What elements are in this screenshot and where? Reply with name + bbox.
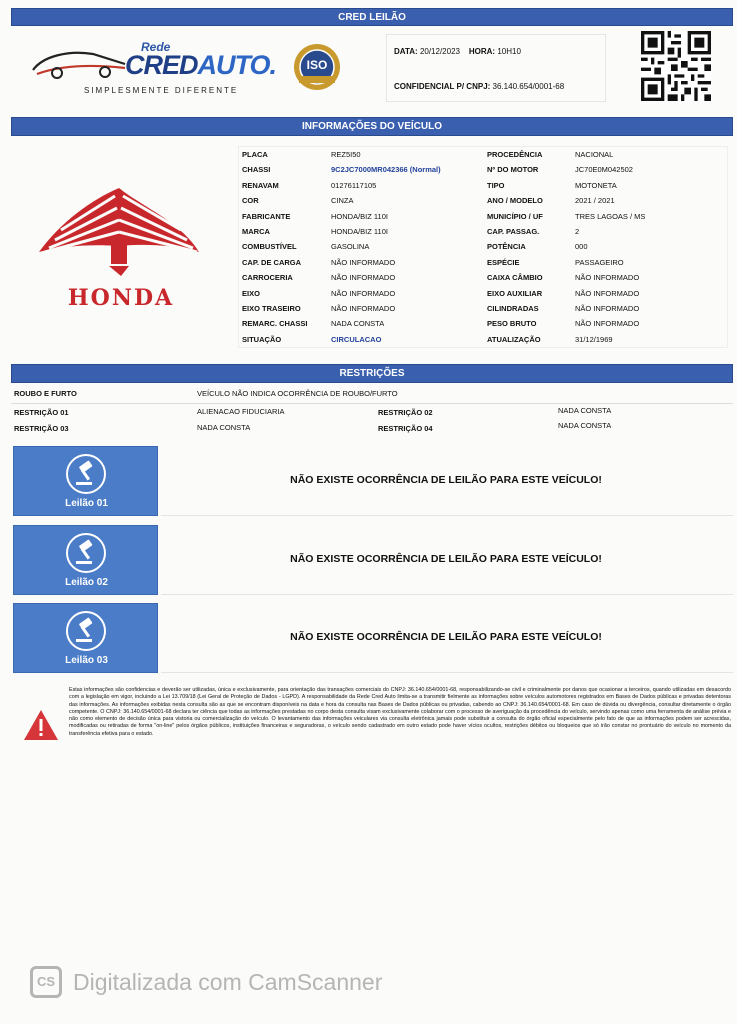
auction-circle [66, 611, 106, 651]
restrictions-section [11, 386, 733, 436]
field-label: CAP. DE CARGA [242, 257, 302, 267]
auction-badge [13, 525, 158, 595]
auction-message: NÃO EXISTE OCORRÊNCIA DE LEILÃO PARA ESTE VEÍCULO! [290, 631, 602, 643]
field-value: NÃO INFORMADO [331, 257, 396, 267]
field-value: HONDA/BIZ 110I [331, 211, 388, 221]
field-label: MARCA [242, 226, 270, 236]
field-value: 9C2JC7000MR042366 (Normal) [331, 165, 441, 175]
field-label: EIXO AUXILIAR [487, 288, 543, 298]
gavel-icon [68, 535, 104, 571]
iso-label: ISO [306, 58, 328, 72]
logo-auto: AUTO. [197, 50, 277, 80]
vehicle-row [239, 332, 727, 347]
iso-seal [292, 42, 342, 92]
field-label: COR [242, 196, 259, 206]
field-value: NÃO INFORMADO [575, 288, 640, 298]
date-time-line [394, 47, 521, 56]
auction-circle [66, 533, 106, 573]
credauto-logo [29, 38, 279, 108]
field-value: GASOLINA [331, 242, 370, 252]
gavel-icon [68, 613, 104, 649]
restriction-02-value: NADA CONSTA [558, 406, 612, 415]
field-label: CILINDRADAS [487, 303, 539, 313]
divider [11, 403, 733, 404]
field-label: REMARC. CHASSI [242, 319, 308, 329]
auction-row [11, 603, 733, 673]
restriction-01-label: RESTRIÇÃO 01 [14, 408, 69, 417]
restriction-04-value: NADA CONSTA [558, 421, 612, 430]
field-value: 31/12/1969 [575, 334, 613, 344]
disclaimer-section [11, 680, 733, 760]
confidential-line [394, 82, 564, 91]
vehicle-info-bar [11, 117, 733, 136]
honda-logo [31, 182, 211, 312]
field-value: CIRCULACAO [331, 334, 382, 344]
restriction-03-label: RESTRIÇÃO 03 [14, 424, 69, 433]
report-header [11, 26, 733, 111]
field-value: NÃO INFORMADO [575, 319, 640, 329]
field-value: 000 [575, 242, 588, 252]
honda-wordmark: HONDA [67, 285, 175, 311]
field-value: REZ5I50 [331, 150, 361, 159]
vehicle-row [239, 193, 727, 208]
date-value: 20/12/2023 [419, 47, 460, 56]
logo-rede: Rede [141, 40, 171, 54]
car-icon [29, 44, 129, 80]
vehicle-row [239, 162, 727, 177]
auction-label: Leilão 01 [65, 498, 108, 509]
divider [161, 594, 733, 595]
divider [161, 672, 733, 673]
vehicle-row [239, 316, 727, 331]
auction-label: Leilão 03 [65, 655, 108, 666]
vehicle-row [239, 224, 727, 239]
theft-value: VEÍCULO NÃO INDICA OCORRÊNCIA DE ROUBO/FURTO [197, 389, 398, 398]
field-label: ATUALIZAÇÃO [487, 334, 541, 344]
auction-message: NÃO EXISTE OCORRÊNCIA DE LEILÃO PARA ESTE VEÍCULO! [290, 474, 602, 486]
time-value: 10H10 [497, 47, 521, 56]
restriction-01-value: ALIENACAO FIDUCIARIA [197, 407, 285, 416]
auction-row [11, 525, 733, 595]
vehicle-row [239, 239, 727, 254]
restrictions-bar [11, 364, 733, 383]
field-value: PASSAGEIRO [575, 257, 624, 267]
auction-badge [13, 603, 158, 673]
field-label: PROCEDÊNCIA [487, 150, 543, 159]
field-value: NÃO INFORMADO [331, 303, 396, 313]
vehicle-info-section [11, 137, 733, 355]
field-label: CAP. PASSAG. [487, 226, 540, 236]
field-value: CINZA [331, 196, 354, 206]
field-value: TRES LAGOAS / MS [575, 211, 646, 221]
report-title: CRED LEILÃO [338, 12, 406, 23]
vehicle-row [239, 301, 727, 316]
auction-label: Leilão 02 [65, 577, 108, 588]
field-label: MUNICÍPIO / UF [487, 211, 543, 221]
field-label: RENAVAM [242, 180, 279, 190]
field-label: ESPÉCIE [487, 257, 520, 267]
vehicle-row [239, 270, 727, 285]
field-label: PLACA [242, 150, 268, 159]
field-value: NÃO INFORMADO [575, 273, 640, 283]
field-label: EIXO TRASEIRO [242, 303, 301, 313]
vehicle-row [239, 209, 727, 224]
auction-badge [13, 446, 158, 516]
field-label: CHASSI [242, 165, 271, 175]
field-label: SITUAÇÃO [242, 334, 282, 344]
field-label: CARROCERIA [242, 273, 293, 283]
field-label: ANO / MODELO [487, 196, 543, 206]
field-value: 2 [575, 226, 580, 236]
field-value: NÃO INFORMADO [331, 273, 396, 283]
qr-code-icon [641, 31, 711, 101]
field-value: JC70E0M042502 [575, 165, 633, 175]
field-value: NACIONAL [575, 150, 614, 159]
field-value: NADA CONSTA [331, 319, 385, 329]
field-label: CAIXA CÂMBIO [487, 273, 543, 283]
disclaimer-text: Estas informações são confidencias e deverão ser utilizadas, única e exclusivamente, para orientação das transações comerciais do CNPJ: 36.140.654/0001-68, responsabilizando-se civil e criminalmente por danos que ocasionar a terceiros, quando utilizadas em desacordo com a legislação em vigor, incluindo a Lei 13.709/18 (Lei Geral de Proteção de Dados - LGPD). A responsabilidade da Rede Cred Auto limita-se a transmitir fielmente as informações sobre veículos automotores registrados em Bases de Dados públicas e privadas detentoras das informações. As informações exibidas nesta consulta são as que se encontram disponíveis na data e hora da consulta nas Bases de Dados públicas ou privadas, cabendo ao CNPJ: 36.140.654/0001-68. Em caso de dúvida ou divergência, consultar diretamente o órgão competente. O CNPJ: 36.140.654/0001-68 declara ter ciência que todas as informações prestadas no corpo desta consulta visam exclusivamente colaborar com o processo de averiguação da procedência do veículo, servindo apenas como uma ferramenta de análise prévia e não como elemento de decisão única para vistoria ou comercialização do veículo. O levantamento das informações veiculares via consulta eletrônica jamais pode substituir a consulta do órgão oficial especialmente pelo fato de que as informações podem ser acrescidas, modificadas ou retiradas de forma "on-line" pelos órgãos públicos, instituições financeiras e seguradoras, o veículo sendo cadastrado em outro estado pode haver vícios ocultos, restrições débitos ou bloqueios que só irão constar no prontuário do veículo no momento da transferência efetiva para o estado. [69, 687, 731, 737]
confidential-label: CONFIDENCIAL P/ CNPJ: [394, 82, 491, 91]
field-label: Nº DO MOTOR [487, 165, 539, 175]
vehicle-row [239, 255, 727, 270]
field-label: PESO BRUTO [487, 319, 537, 329]
logo-cred: CRED [125, 50, 198, 80]
field-label: POTÊNCIA [487, 242, 526, 252]
camscanner-icon: CS [30, 966, 62, 998]
field-value: NÃO INFORMADO [575, 303, 640, 313]
restriction-04-label: RESTRIÇÃO 04 [378, 424, 433, 433]
field-label: FABRICANTE [242, 211, 291, 221]
vehicle-row [239, 178, 727, 193]
field-label: COMBUSTÍVEL [242, 242, 297, 252]
auction-row [11, 446, 733, 516]
divider [161, 515, 733, 516]
report-title-bar [11, 8, 733, 26]
confidential-value: 36.140.654/0001-68 [492, 82, 565, 91]
logo-wordmark [125, 50, 276, 81]
camscanner-text: Digitalizada com CamScanner [73, 969, 383, 995]
restrictions-title: RESTRIÇÕES [339, 368, 405, 379]
vehicle-row [239, 286, 727, 301]
date-label: DATA: [394, 47, 418, 56]
restriction-02-label: RESTRIÇÃO 02 [378, 408, 433, 417]
auction-message: NÃO EXISTE OCORRÊNCIA DE LEILÃO PARA ESTE VEÍCULO! [290, 553, 602, 565]
logo-tagline: SIMPLESMENTE DIFERENTE [84, 86, 239, 95]
field-label: TIPO [487, 180, 505, 190]
field-value: NÃO INFORMADO [331, 288, 396, 298]
field-label: EIXO [242, 288, 260, 298]
time-label: HORA: [468, 47, 496, 56]
field-value: HONDA/BIZ 110I [331, 226, 388, 236]
vehicle-data-grid [238, 146, 728, 348]
theft-label: ROUBO E FURTO [14, 389, 77, 398]
report-meta [386, 34, 606, 102]
warning-icon [23, 709, 59, 741]
gavel-icon [68, 456, 104, 492]
field-value: 2021 / 2021 [575, 196, 615, 206]
field-value: MOTONETA [575, 180, 617, 190]
vehicle-info-title: INFORMAÇÕES DO VEÍCULO [301, 121, 442, 132]
restriction-03-value: NADA CONSTA [197, 423, 251, 432]
field-value: 01276117105 [331, 180, 377, 190]
vehicle-row [239, 147, 727, 162]
auction-circle [66, 454, 106, 494]
